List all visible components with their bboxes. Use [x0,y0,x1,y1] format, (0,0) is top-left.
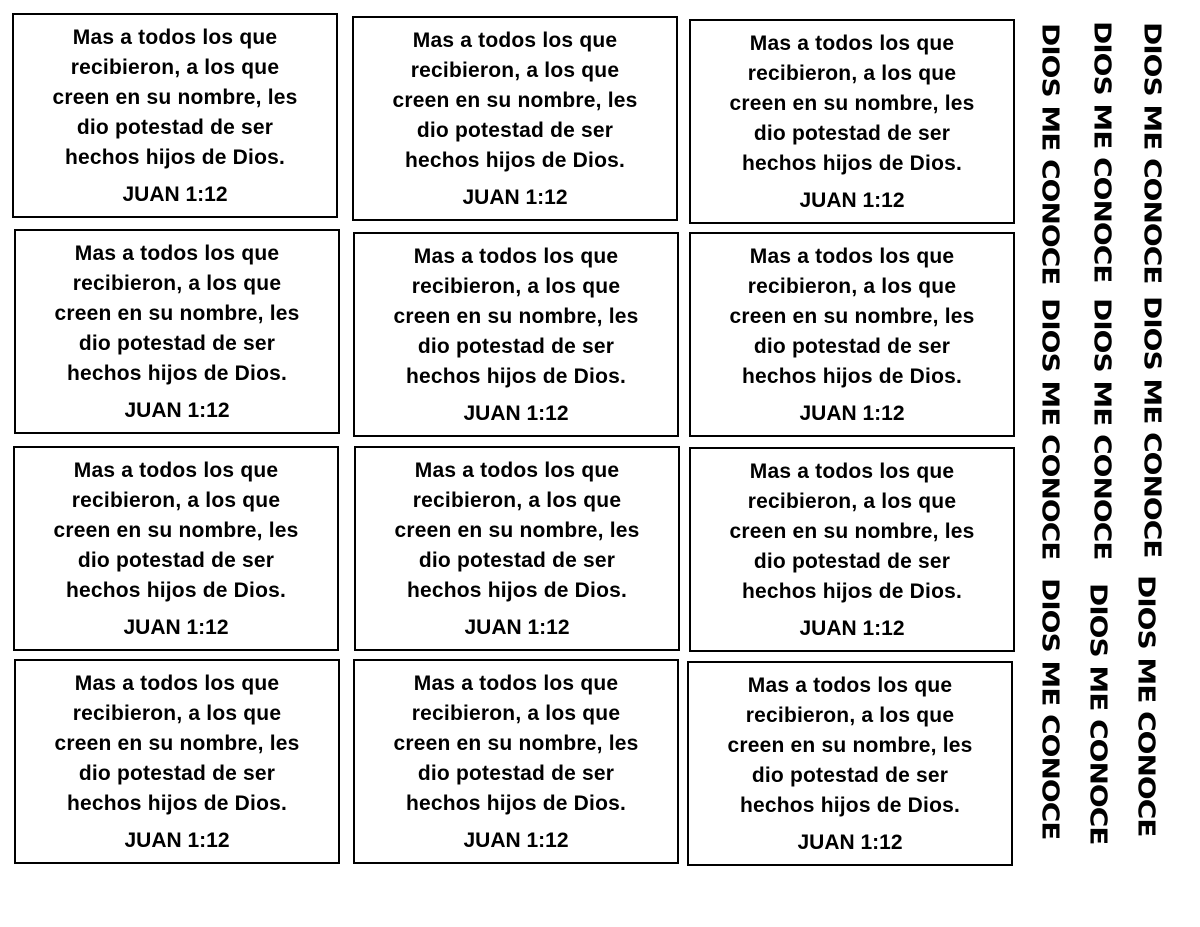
vertical-label-text: DIOS ME CONOCE [1088,21,1116,283]
vertical-label-text: DIOS ME CONOCE [1036,23,1064,285]
verse-line: creen en su nombre, les [394,519,640,542]
vertical-label-strip [1033,298,1067,560]
verse-card [13,446,339,651]
verse-line: recibieron, a los que [70,56,280,79]
verse-line: Mas a todos los que [412,29,618,52]
verse-line: dio potestad de ser [77,549,275,572]
verse-card [689,447,1015,652]
verse-line: recibieron, a los que [747,275,957,298]
verse-line: Mas a todos los que [749,32,955,55]
verse-line: dio potestad de ser [416,119,614,142]
verse-line: creen en su nombre, les [729,520,975,543]
verse-line: dio potestad de ser [753,122,951,145]
verse-line: Mas a todos los que [414,459,620,482]
vertical-label-text: DIOS ME CONOCE [1036,298,1064,560]
verse-reference: JUAN 1:12 [799,617,905,640]
verse-line: recibieron, a los que [72,702,282,725]
verse-line: recibieron, a los que [411,275,621,298]
verse-line: dio potestad de ser [418,549,616,572]
verse-text [356,456,678,606]
verse-card [353,232,679,437]
verse-line: Mas a todos los que [749,460,955,483]
verse-line: hechos hijos de Dios. [66,362,288,385]
verse-line: Mas a todos los que [747,674,953,697]
verse-reference: JUAN 1:12 [799,402,905,425]
vertical-label-strip [1085,298,1119,560]
verse-line: creen en su nombre, les [393,732,639,755]
verse-line: dio potestad de ser [78,762,276,785]
verse-line: creen en su nombre, les [393,305,639,328]
vertical-label-text: DIOS ME CONOCE [1088,298,1116,560]
verse-line: dio potestad de ser [417,762,615,785]
verse-line: hechos hijos de Dios. [66,792,288,815]
verse-text [355,242,677,392]
verse-line: Mas a todos los que [413,672,619,695]
verse-line: dio potestad de ser [753,335,951,358]
verse-line: recibieron, a los que [747,62,957,85]
vertical-label-strip [1135,22,1169,284]
verse-text [691,242,1013,392]
verse-line: creen en su nombre, les [729,92,975,115]
verse-line: dio potestad de ser [76,116,274,139]
verse-line: creen en su nombre, les [54,302,300,325]
vertical-label-strip [1033,23,1067,285]
verse-card [12,13,338,218]
verse-reference: JUAN 1:12 [124,399,230,422]
verse-line: creen en su nombre, les [729,305,975,328]
verse-line: hechos hijos de Dios. [404,149,626,172]
vertical-label-text: DIOS ME CONOCE [1036,578,1064,840]
verse-text [16,669,338,819]
verse-line: dio potestad de ser [751,764,949,787]
verse-text [689,671,1011,821]
verse-reference: JUAN 1:12 [463,829,569,852]
verse-text [691,29,1013,179]
verse-line: creen en su nombre, les [392,89,638,112]
verse-text [15,456,337,606]
verse-text [14,23,336,173]
verse-reference: JUAN 1:12 [463,402,569,425]
verse-line: recibieron, a los que [72,272,282,295]
verse-line: Mas a todos los que [74,672,280,695]
verse-line: hechos hijos de Dios. [405,365,627,388]
verse-card [352,16,678,221]
vertical-label-strip [1085,21,1119,283]
verse-text [354,26,676,176]
vertical-label-text: DIOS ME CONOCE [1132,575,1160,837]
verse-reference: JUAN 1:12 [464,616,570,639]
verse-text [691,457,1013,607]
verse-line: hechos hijos de Dios. [741,152,963,175]
verse-line: hechos hijos de Dios. [65,579,287,602]
verse-line: dio potestad de ser [417,335,615,358]
verse-line: creen en su nombre, les [52,86,298,109]
verse-line: hechos hijos de Dios. [64,146,286,169]
verse-card [14,659,340,864]
verse-card [354,446,680,651]
verse-line: Mas a todos los que [73,459,279,482]
verse-line: dio potestad de ser [753,550,951,573]
verse-line: hechos hijos de Dios. [741,365,963,388]
verse-line: recibieron, a los que [410,59,620,82]
verse-text [355,669,677,819]
verse-line: recibieron, a los que [412,489,622,512]
verse-reference: JUAN 1:12 [124,829,230,852]
verse-line: creen en su nombre, les [54,732,300,755]
vertical-label-text: DIOS ME CONOCE [1084,583,1112,845]
verse-card [689,232,1015,437]
verse-line: recibieron, a los que [747,490,957,513]
vertical-label-text: DIOS ME CONOCE [1138,296,1166,558]
verse-line: hechos hijos de Dios. [405,792,627,815]
vertical-label-strip [1033,578,1067,840]
verse-line: recibieron, a los que [71,489,281,512]
verse-line: Mas a todos los que [413,245,619,268]
verse-line: creen en su nombre, les [53,519,299,542]
verse-reference: JUAN 1:12 [122,183,228,206]
verse-line: Mas a todos los que [749,245,955,268]
verse-card [353,659,679,864]
verse-card [687,661,1013,866]
verse-line: hechos hijos de Dios. [406,579,628,602]
verse-reference: JUAN 1:12 [799,189,905,212]
verse-line: creen en su nombre, les [727,734,973,757]
vertical-label-strip [1081,583,1115,845]
verse-line: hechos hijos de Dios. [741,580,963,603]
verse-reference: JUAN 1:12 [797,831,903,854]
verse-card [689,19,1015,224]
verse-line: recibieron, a los que [745,704,955,727]
vertical-label-text: DIOS ME CONOCE [1138,22,1166,284]
verse-line: Mas a todos los que [72,26,278,49]
verse-card [14,229,340,434]
verse-line: Mas a todos los que [74,242,280,265]
verse-line: hechos hijos de Dios. [739,794,961,817]
verse-line: recibieron, a los que [411,702,621,725]
verse-reference: JUAN 1:12 [462,186,568,209]
verse-text [16,239,338,389]
verse-line: dio potestad de ser [78,332,276,355]
vertical-label-strip [1129,575,1163,837]
verse-reference: JUAN 1:12 [123,616,229,639]
vertical-label-strip [1135,296,1169,558]
